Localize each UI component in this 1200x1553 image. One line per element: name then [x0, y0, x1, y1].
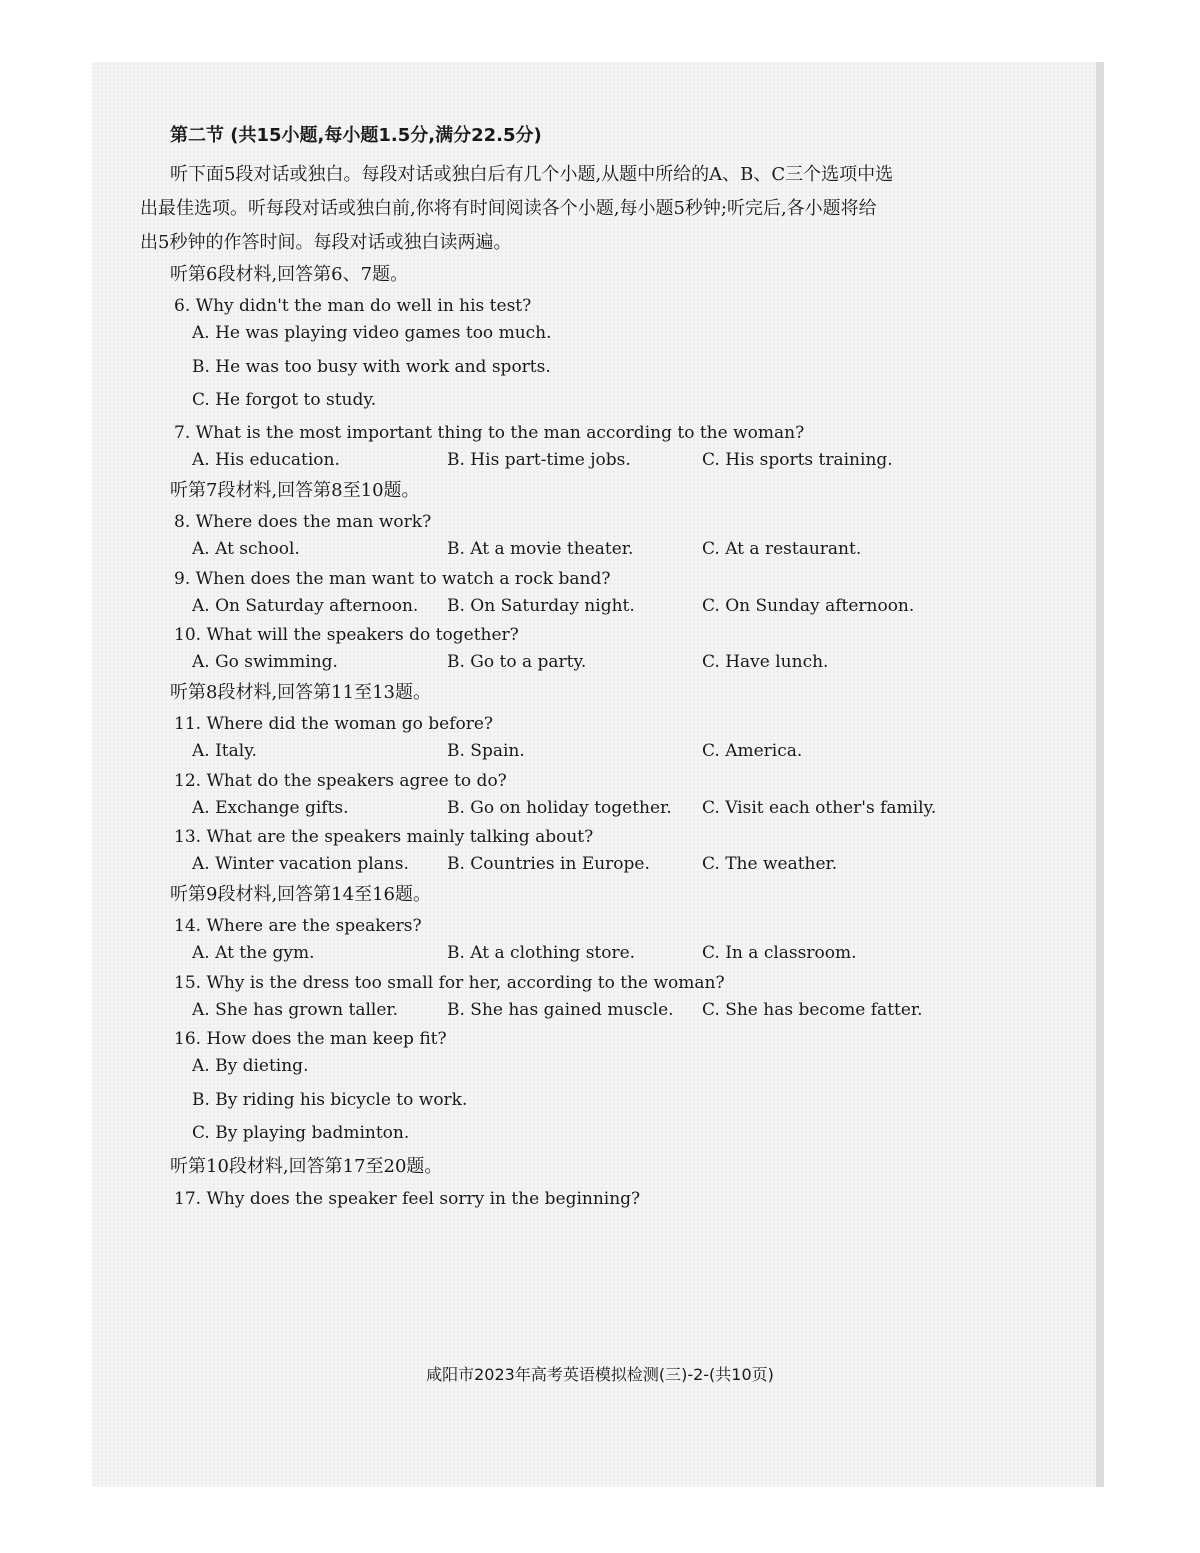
question-stem: 15. Why is the dress too small for her, according to the woman?	[174, 972, 725, 993]
question	[174, 1189, 1000, 1210]
answer-options	[192, 741, 1000, 762]
instructions-line-3: 出5秒钟的作答时间。每段对话或独白读两遍。	[140, 231, 512, 253]
answer-option: B. His part-time jobs.	[447, 450, 631, 471]
listening-materials	[140, 264, 1000, 1210]
answer-option: B. She has gained muscle.	[447, 999, 674, 1020]
answer-option: B. Go to a party.	[447, 652, 587, 673]
answer-option: C. His sports training.	[702, 450, 893, 471]
answer-options	[174, 1056, 1000, 1144]
answer-option: C. On Sunday afternoon.	[702, 595, 915, 616]
page-edge-shadow	[1096, 62, 1104, 1487]
answer-option: A. Winter vacation plans.	[192, 854, 409, 875]
question-stem: 14. Where are the speakers?	[174, 916, 422, 936]
question	[174, 827, 1000, 876]
question-stem: 12. What do the speakers agree to do?	[174, 770, 507, 791]
question	[174, 771, 1000, 820]
answer-options	[192, 596, 1000, 617]
answer-option: C. In a classroom.	[702, 943, 857, 964]
exam-page	[140, 125, 1000, 1216]
answer-option: C. At a restaurant.	[702, 539, 862, 560]
answer-option: B. Countries in Europe.	[447, 854, 650, 875]
section-title: 第二节 (共15小题,每小题1.5分,满分22.5分)	[170, 125, 542, 146]
answer-option: A. His education.	[192, 450, 340, 471]
question	[174, 973, 1000, 1022]
answer-option: A. By dieting.	[192, 1056, 309, 1077]
answer-option: B. On Saturday night.	[447, 595, 635, 616]
answer-option: A. On Saturday afternoon.	[192, 595, 419, 616]
answer-option: C. The weather.	[702, 854, 838, 875]
answer-option: A. He was playing video games too much.	[192, 323, 552, 344]
answer-options	[192, 539, 1000, 560]
answer-option: C. Visit each other's family.	[702, 797, 937, 818]
instructions-line-1: 听下面5段对话或独白。每段对话或独白后有几个小题,从题中所给的A、B、C三个选项中选	[170, 163, 894, 185]
answer-option: B. Go on holiday together.	[447, 797, 672, 818]
question	[174, 512, 1000, 561]
answer-option: B. By riding his bicycle to work.	[192, 1089, 468, 1110]
answer-options	[192, 450, 1000, 471]
answer-option: B. At a clothing store.	[447, 943, 636, 964]
answer-options	[174, 323, 1000, 411]
question	[174, 569, 1000, 618]
question-stem: 7. What is the most important thing to the man according to the woman?	[174, 423, 805, 443]
question	[174, 714, 1000, 763]
answer-options	[192, 1000, 1000, 1021]
answer-option: C. By playing badminton.	[192, 1122, 410, 1143]
question-stem: 10. What will the speakers do together?	[174, 625, 519, 645]
answer-option: A. At school.	[192, 539, 300, 560]
material-heading: 听第10段材料,回答第17至20题。	[170, 1156, 443, 1177]
material-heading: 听第7段材料,回答第8至10题。	[170, 479, 420, 501]
answer-option: C. Have lunch.	[702, 652, 829, 673]
answer-option: B. Spain.	[447, 741, 525, 762]
question	[174, 916, 1000, 965]
answer-options	[192, 854, 1000, 875]
answer-option: C. She has become fatter.	[702, 999, 923, 1020]
question	[174, 423, 1000, 472]
answer-option: B. At a movie theater.	[447, 539, 634, 560]
question	[174, 625, 1000, 674]
answer-option: A. At the gym.	[192, 943, 315, 964]
answer-option: C. America.	[702, 741, 803, 762]
question-stem: 16. How does the man keep fit?	[174, 1029, 447, 1049]
question	[174, 296, 1000, 411]
material-heading: 听第8段材料,回答第11至13题。	[170, 681, 431, 703]
answer-option: B. He was too busy with work and sports.	[192, 356, 551, 377]
answer-options	[192, 652, 1000, 673]
answer-option: C. He forgot to study.	[192, 389, 377, 410]
page-footer: 咸阳市2023年高考英语模拟检测(三)-2-(共10页)	[426, 1365, 774, 1384]
question-stem: 11. Where did the woman go before?	[174, 714, 494, 734]
question-stem: 17. Why does the speaker feel sorry in the beginning?	[174, 1188, 641, 1209]
answer-option: A. She has grown taller.	[192, 999, 399, 1020]
material-heading: 听第9段材料,回答第14至16题。	[170, 883, 431, 905]
instructions-line-2: 出最佳选项。听每段对话或独白前,你将有时间阅读各个小题,每小题5秒钟;听完后,各小题将给	[140, 197, 877, 219]
answer-option: A. Go swimming.	[192, 652, 338, 673]
instructions	[140, 158, 1000, 260]
question-stem: 8. Where does the man work?	[174, 512, 432, 532]
answer-options	[192, 943, 1000, 964]
answer-options	[192, 798, 1000, 819]
question-stem: 6. Why didn't the man do well in his test?	[174, 296, 532, 316]
question-stem: 9. When does the man want to watch a rock band?	[174, 568, 611, 589]
question	[174, 1029, 1000, 1144]
answer-option: A. Italy.	[192, 741, 257, 762]
question-stem: 13. What are the speakers mainly talking about?	[174, 827, 594, 847]
answer-option: A. Exchange gifts.	[192, 797, 349, 818]
material-heading: 听第6段材料,回答第6、7题。	[170, 263, 409, 285]
